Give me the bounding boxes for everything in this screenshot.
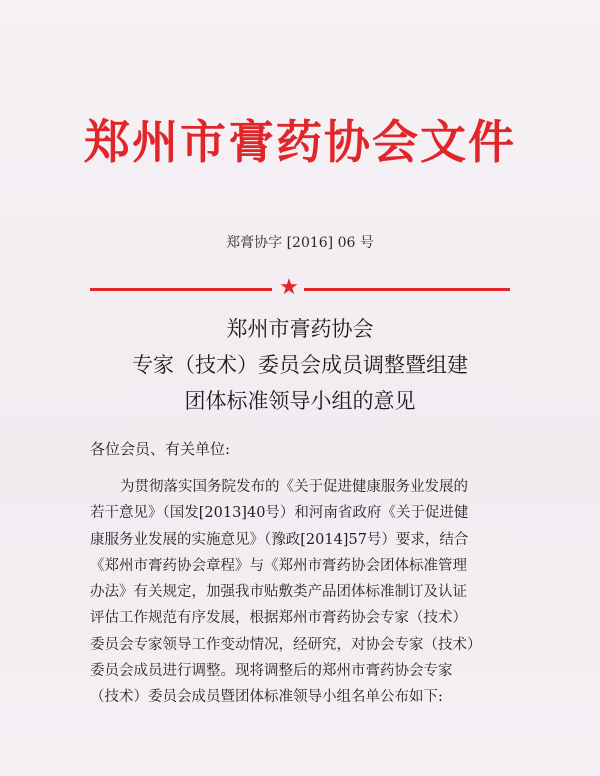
- body-line: 《郑州市膏药协会章程》与《郑州市膏药协会团体标准管理: [90, 557, 467, 574]
- document-title-line-1: 郑州市膏药协会: [226, 317, 374, 341]
- body-paragraph: [90, 474, 510, 711]
- body-line: 委员会专家领导工作变动情况，经研究，对协会专家（技术）: [90, 636, 482, 653]
- body-line: 若干意见》（国发[2013]40号）和河南省政府《关于促进健: [90, 505, 469, 522]
- body-line: 康服务业发展的实施意见》（豫政[2014]57号）要求，结合: [90, 531, 469, 548]
- body-line: 委员会成员进行调整。现将调整后的郑州市膏药协会专家: [90, 663, 453, 680]
- body-line: 办法》有关规定，加强我市贴敷类产品团体标准制订及认证: [90, 584, 467, 601]
- document-number: 郑膏协字 [2016] 06 号: [226, 235, 374, 251]
- red-divider-left: [90, 288, 272, 291]
- red-divider-right: [304, 288, 510, 291]
- document-title-line-2: 专家（技术）委员会成员调整暨组建: [132, 353, 468, 377]
- body-line: 评估工作规范有序发展，根据郑州市膏药协会专家（技术）: [90, 610, 467, 627]
- salutation: 各位会员、有关单位:: [90, 440, 231, 458]
- document-header-title: 郑州市膏药协会文件: [84, 115, 516, 169]
- body-line: （技术）委员会成员暨团体标准领导小组名单公布如下:: [90, 689, 443, 706]
- document-title-line-3: 团体标准领导小组的意见: [184, 389, 416, 413]
- body-line: 为贯彻落实国务院发布的《关于促进健康服务业发展的: [120, 479, 468, 495]
- star-icon: ★: [279, 275, 299, 300]
